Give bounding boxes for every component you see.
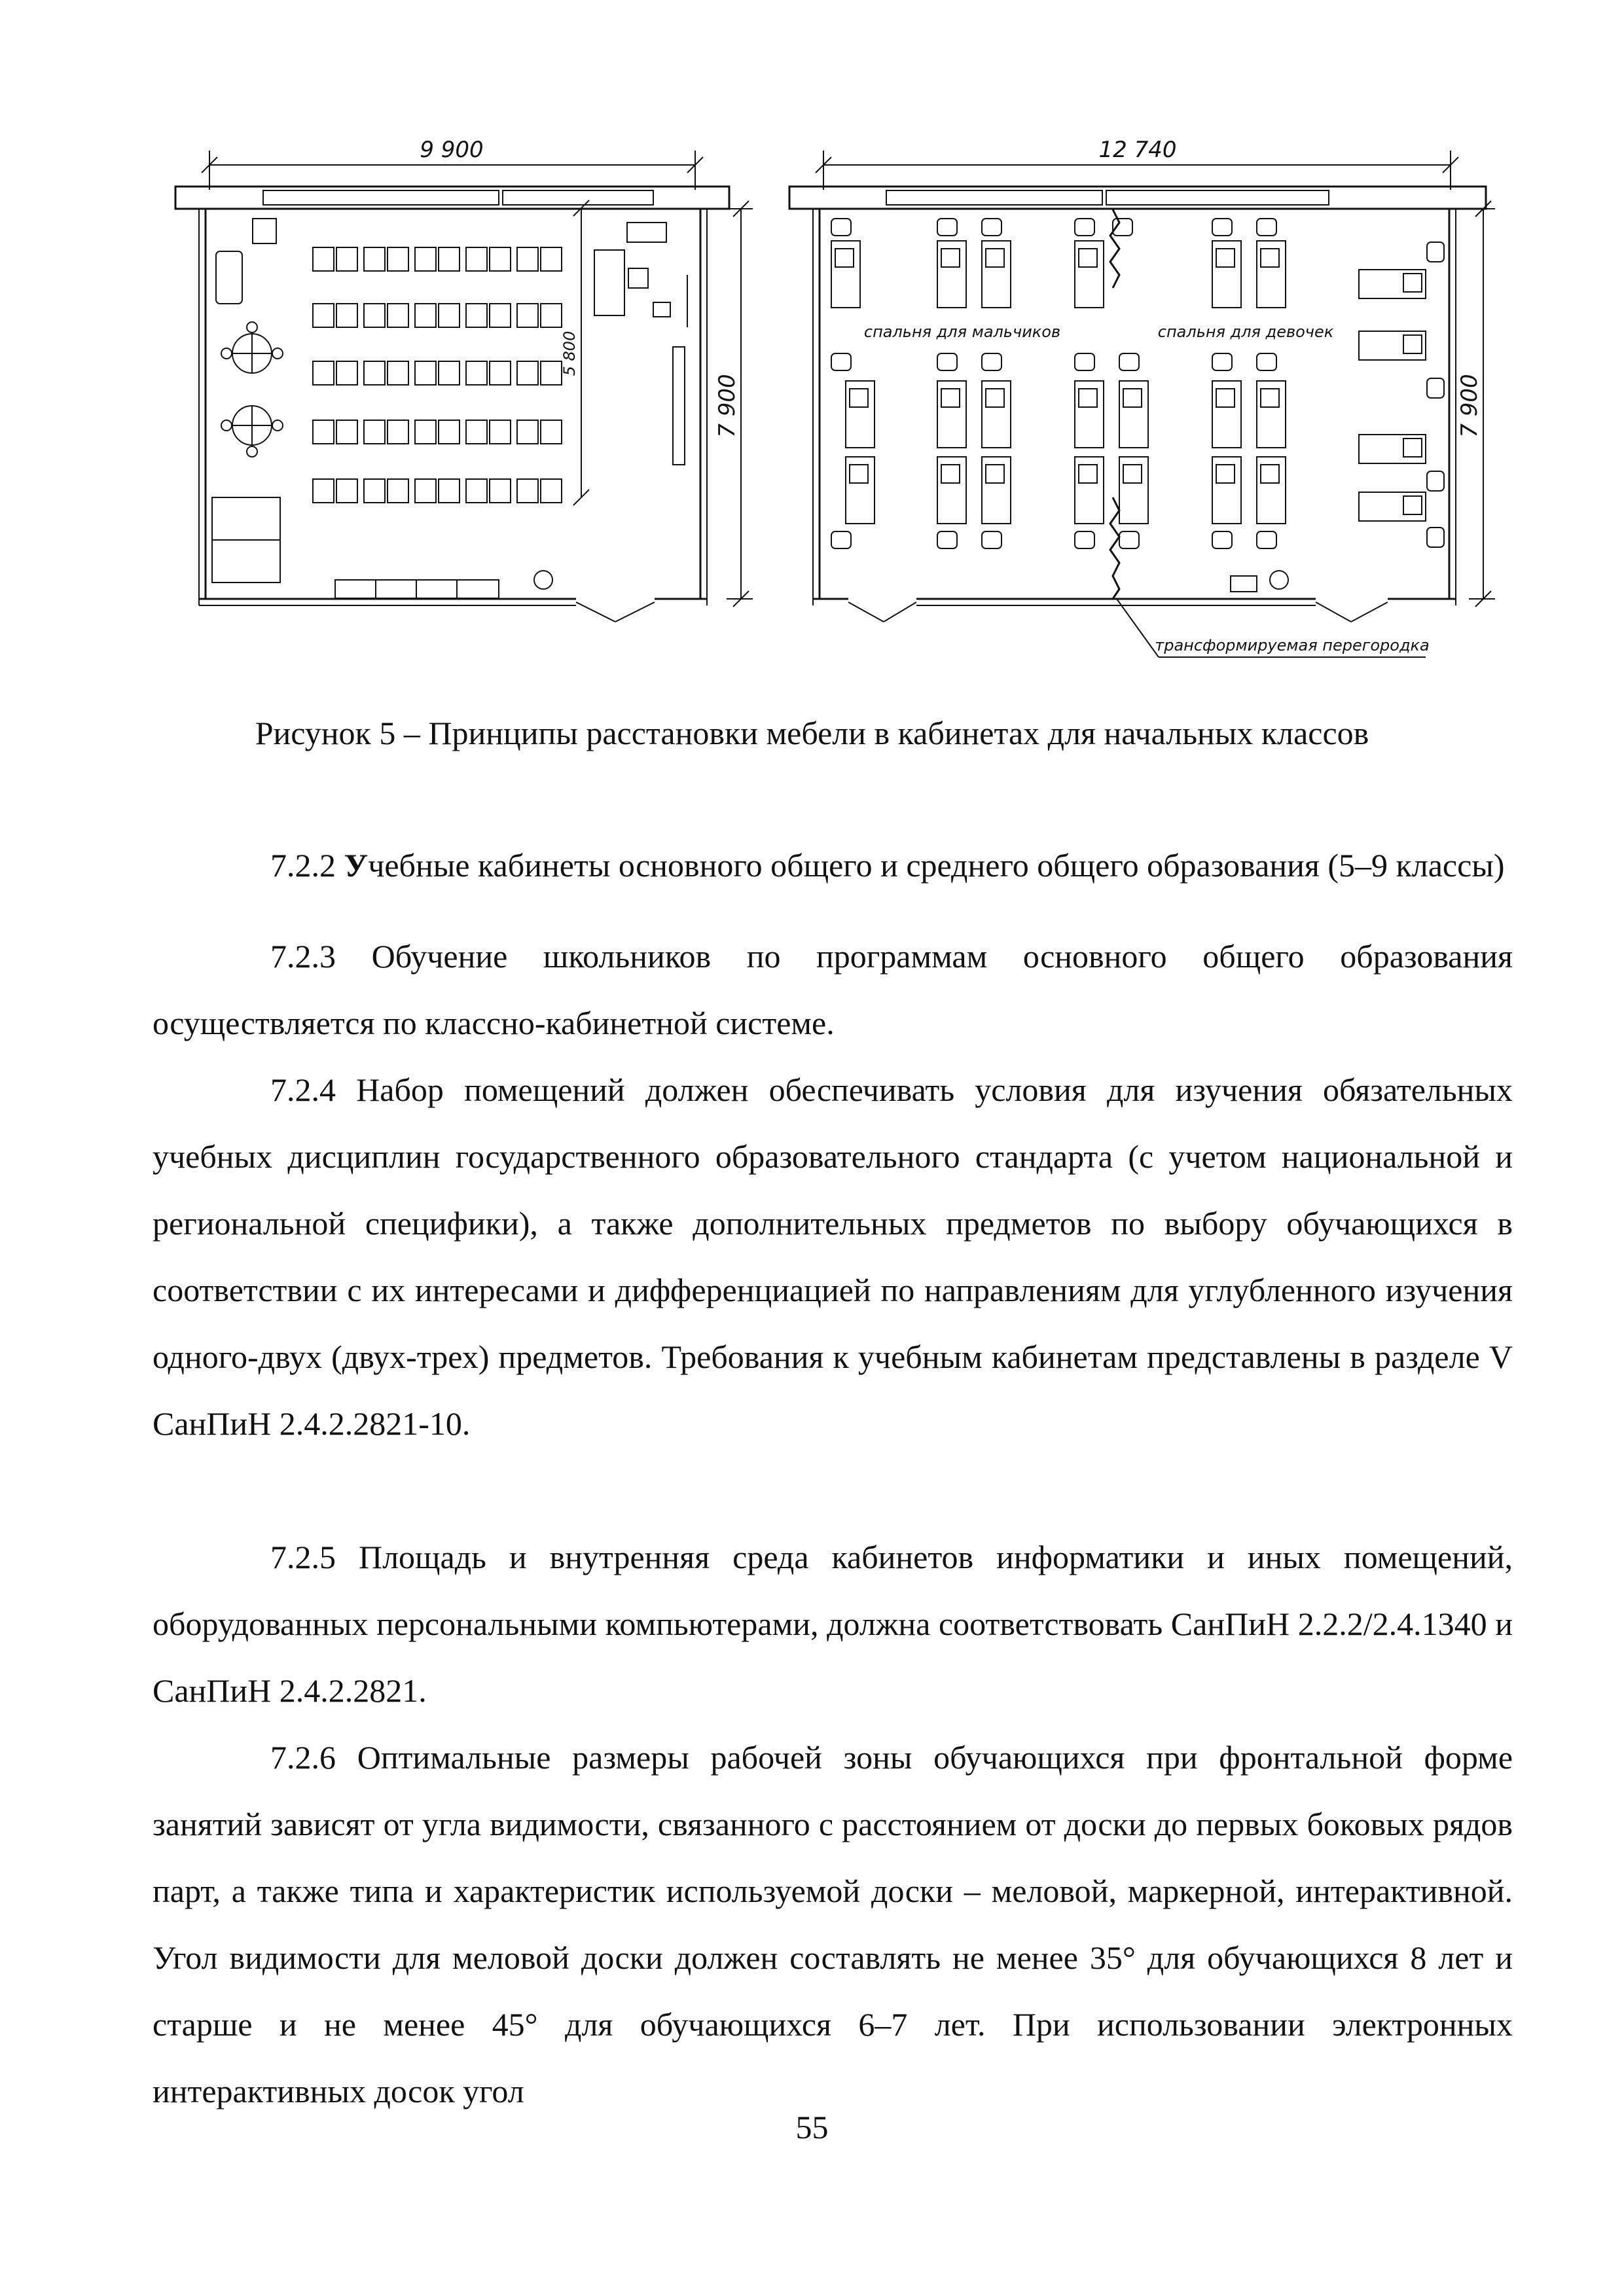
paragraph-number: 7.2.6 bbox=[270, 1739, 336, 1776]
left-inner-dimension: 5 800 bbox=[560, 331, 579, 376]
paragraph-7-2-3 bbox=[153, 923, 1513, 1056]
paragraph-text: Набор помещений должен обеспечивать условия для изучения обязательных учебных дисциплин государственного образовательного стандарта (с учетом национальной и региональной специфики), а также дополнительных предметов по выбору обучающихся в соответствии с их интересами и дифференциацией по направлениям для углубленного изучения одного-двух (двух-трех) предметов. Требования к учебным кабинетам представлены в разделе V СанПиН 2.4.2.2821-10. bbox=[153, 1071, 1513, 1442]
left-height-dimension: 7 900 bbox=[714, 374, 740, 438]
paragraph-number: 7.2.2 bbox=[270, 847, 336, 884]
paragraph-7-2-5 bbox=[153, 1524, 1513, 1724]
paragraph-number: 7.2.3 bbox=[270, 938, 336, 975]
figure-caption: Рисунок 5 – Принципы расстановки мебели в кабинетах для начальных классов bbox=[255, 715, 1369, 751]
right-height-dimension: 7 900 bbox=[1456, 374, 1483, 438]
paragraph-7-2-6 bbox=[153, 1724, 1513, 2125]
paragraph-7-2-2 bbox=[153, 844, 1513, 886]
boys-bedroom-label: спальня для мальчиков bbox=[863, 323, 1061, 341]
page-number: 55 bbox=[795, 2109, 829, 2145]
girls-bedroom-label: спальня для девочек bbox=[1157, 323, 1334, 341]
left-width-dimension: 9 900 bbox=[420, 137, 484, 163]
left-classroom-plan bbox=[175, 137, 753, 622]
right-classroom-plan bbox=[789, 137, 1495, 657]
partition-label: трансформируемая перегородка bbox=[1155, 636, 1430, 655]
paragraph-text: Площадь и внутренняя среда кабинетов информатики и иных помещений, оборудованных персональными компьютерами, должна соответствовать СанПиН 2.2.2/2.4.1340 и СанПиН 2.4.2.2821. bbox=[153, 1539, 1513, 1709]
paragraph-number: 7.2.4 bbox=[270, 1071, 336, 1108]
paragraph-number: 7.2.5 bbox=[270, 1539, 336, 1575]
paragraph-7-2-4 bbox=[153, 1056, 1513, 1457]
paragraph-text: Обучение школьников по программам основного общего образования осуществляется по классно-кабинетной системе. bbox=[153, 938, 1513, 1041]
right-width-dimension: 12 740 bbox=[1098, 137, 1177, 163]
paragraph-text: Оптимальные размеры рабочей зоны обучающихся при фронтальной форме занятий зависят от угла видимости, связанного с расстоянием от доски до первых боковых рядов парт, а также типа и характеристик используемой доски – меловой, маркерной, интерактивной. Угол видимости для меловой доски должен составлять не менее 35° для обучающихся 8 лет и старше и не менее 45° для обучающихся 6–7 лет. При использовании электронных интерактивных досок угол bbox=[153, 1739, 1513, 2109]
paragraph-text: чебные кабинеты основного общего и среднего общего образования (5–9 классы) bbox=[368, 847, 1505, 884]
bold-initial: У bbox=[344, 847, 369, 884]
floor-plans-figure bbox=[0, 0, 1624, 694]
